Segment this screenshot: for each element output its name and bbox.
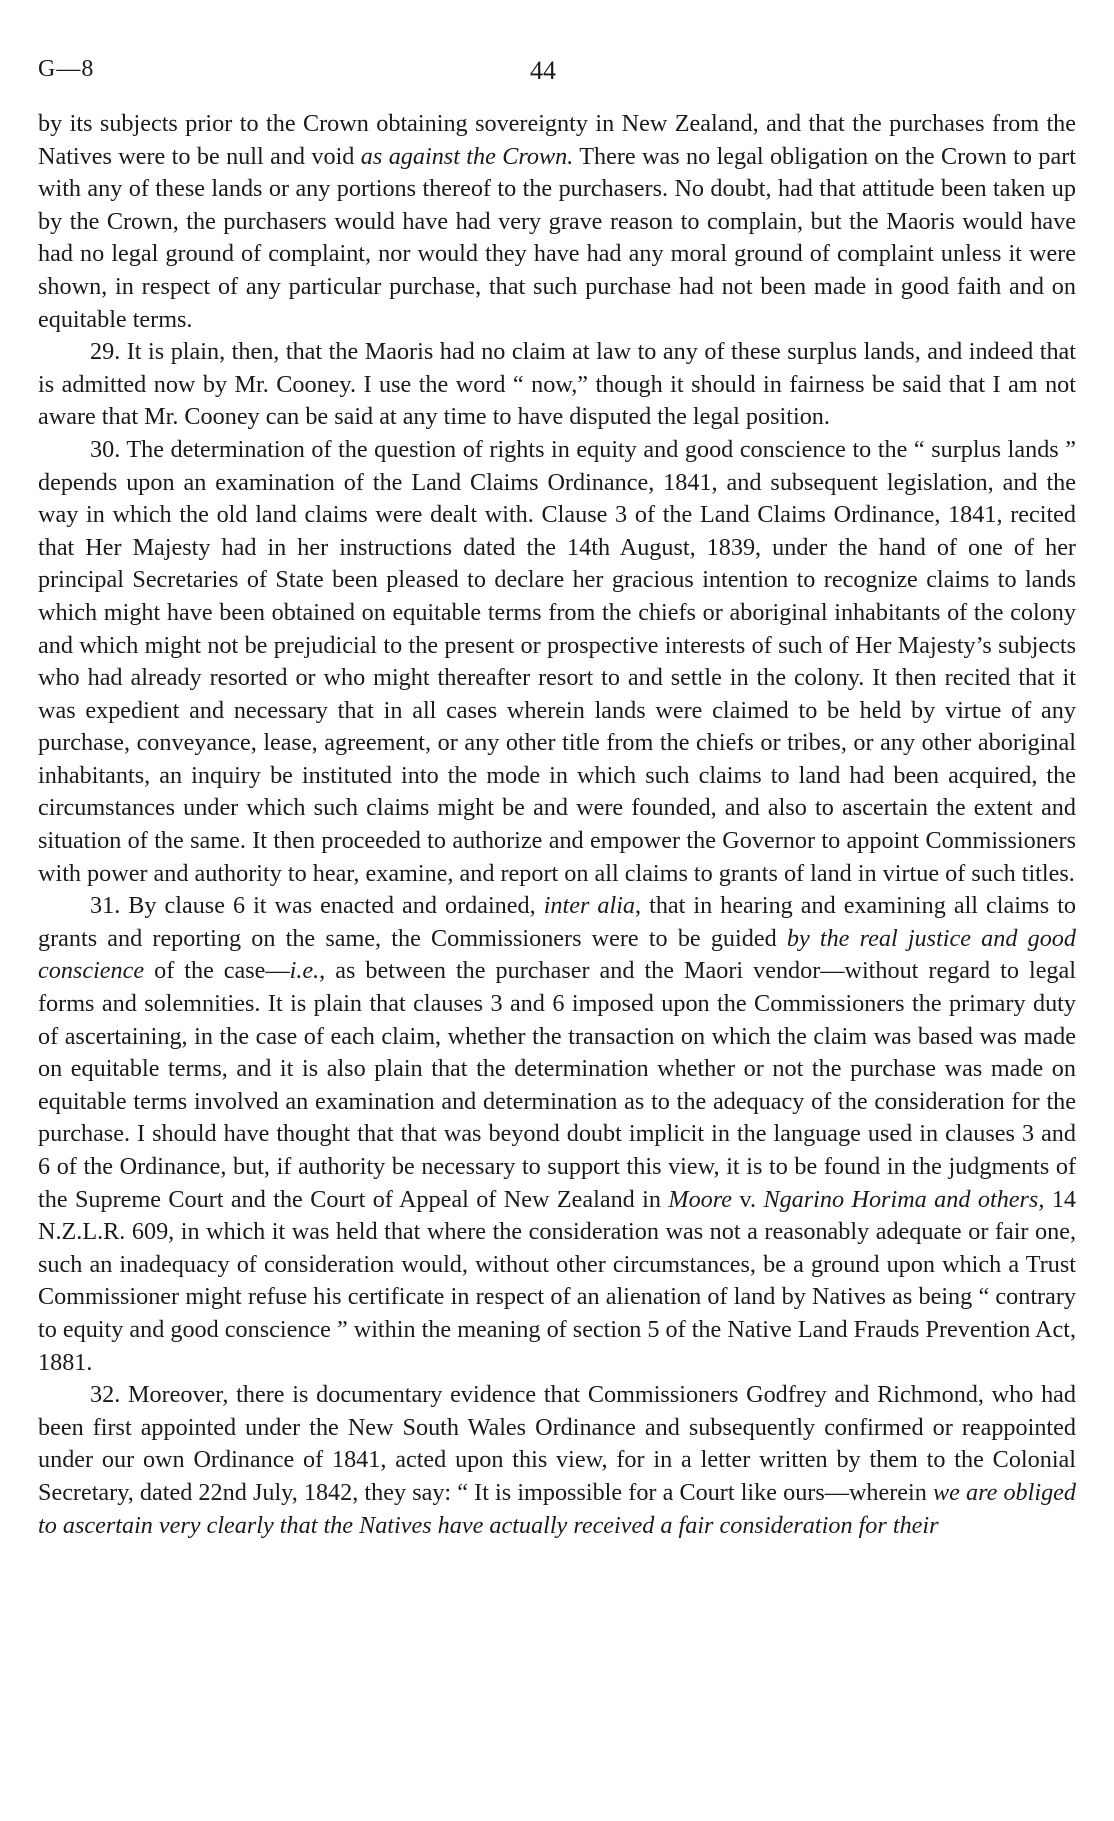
document-page xyxy=(38,0,1077,1539)
paragraph-31: 31. By clause 6 it was enacted and ordained, inter alia, that in hearing and examining all claims to grants and reporting on the same, the Commissioners were to be guided by the real justice and good conscience of the case—i.e., as between the purchaser and the Maori vendor—without regard to legal forms and solemnities. It is plain that clauses 3 and 6 imposed upon the Commissioners the primary duty of ascertaining, in the case of each claim, whether the transaction on which the claim was based was made on equitable terms, and it is also plain that the determination whether or not the purchase was made on equitable terms involved an examination and determination as to the adequacy of the consideration for the purchase. I should have thought that that was beyond doubt implicit in the language used in clauses 3 and 6 of the Ordinance, but, if authority be necessary to support this view, it is to be found in the judgments of the Supreme Court and the Court of Appeal of New Zealand in Moore v. Ngarino Horima and others, 14 N.Z.L.R. 609, in which it was held that where the consideration was not a reasonably adequate or fair one, such an inadequacy of consideration would, without other circumstances, be a ground upon which a Trust Commissioner might refuse his certificate in respect of an alienation of land by Natives as being “ contrary to equity and good conscience ” within the meaning of section 5 of the Native Land Frauds Prevention Act, 1881. xyxy=(38,892,1077,1376)
page-number: 44 xyxy=(530,56,556,85)
paragraph-29: 29. It is plain, then, that the Maoris had no claim at law to any of these surplus lands, and indeed that is admitted now by Mr. Cooney. I use the word “ now,” though it should in fairness be said that I am not aware that Mr. Cooney can be said at any time to have disputed the legal position. xyxy=(38,338,1076,431)
paragraph-30: 30. The determination of the question of rights in equity and good conscience to the “ surplus lands ” depends upon an examination of the Land Claims Ordinance, 1841, and subsequent legislation, and the way in which the old land claims were dealt with. Clause 3 of the Land Claims Ordinance, 1841, recited that Her Majesty had in her instructions dated the 14th August, 1839, under the hand of one of her principal Secretaries of State been pleased to declare her gracious intention to recognize claims to lands which might have been obtained on equitable terms from the chiefs or aboriginal inhabitants of the colony and which might not be prejudicial to the present or prospective interests of such of Her Majesty’s subjects who had already resorted or who might thereafter resort to and settle in the colony. It then recited that it was expedient and necessary that in all cases wherein lands were claimed to be held by virtue of any purchase, conveyance, lease, agreement, or any other title from the chiefs or tribes, or any other aboriginal inhabitants, an inquiry be instituted into the mode in which such claims to land had been acquired, the circumstances under which such claims might be and were founded, and also to ascertain the extent and situation of the same. It then proceeded to authorize and empower the Governor to appoint Commissioners with power and authority to hear, examine, and report on all claims to grants of land in virtue of such titles. xyxy=(38,435,1076,887)
document-body xyxy=(38,108,1076,1542)
paragraph-continued: by its subjects prior to the Crown obtaining sovereignty in New Zealand, and that the purchases from the Natives were to be null and void as against the Crown. There was no legal obligation on the Crown to part with any of these lands or any portions thereof to the purchasers. No doubt, had that attitude been taken up by the Crown, the purchasers would have had very grave reason to complain, but the Maoris would have had no legal ground of complaint, nor would they have had any moral ground of complaint unless it were shown, in respect of any particular purchase, that such purchase had not been made in good faith and on equitable terms. xyxy=(38,110,1076,333)
paragraph-32: 32. Moreover, there is documentary evidence that Commissioners Godfrey and Richmond, who had been first appointed under the New South Wales Ordinance and subsequently confirmed or reappointed under our own Ordinance of 1841, acted upon this view, for in a letter written by them to the Colonial Secretary, dated 22nd July, 1842, they say: “ It is impossible for a Court like ours—wherein we are obliged to ascertain very clearly that the Natives have actually received a fair consideration for their xyxy=(38,1381,1077,1539)
page-header xyxy=(38,0,1076,90)
document-reference: G—8 xyxy=(38,56,95,82)
